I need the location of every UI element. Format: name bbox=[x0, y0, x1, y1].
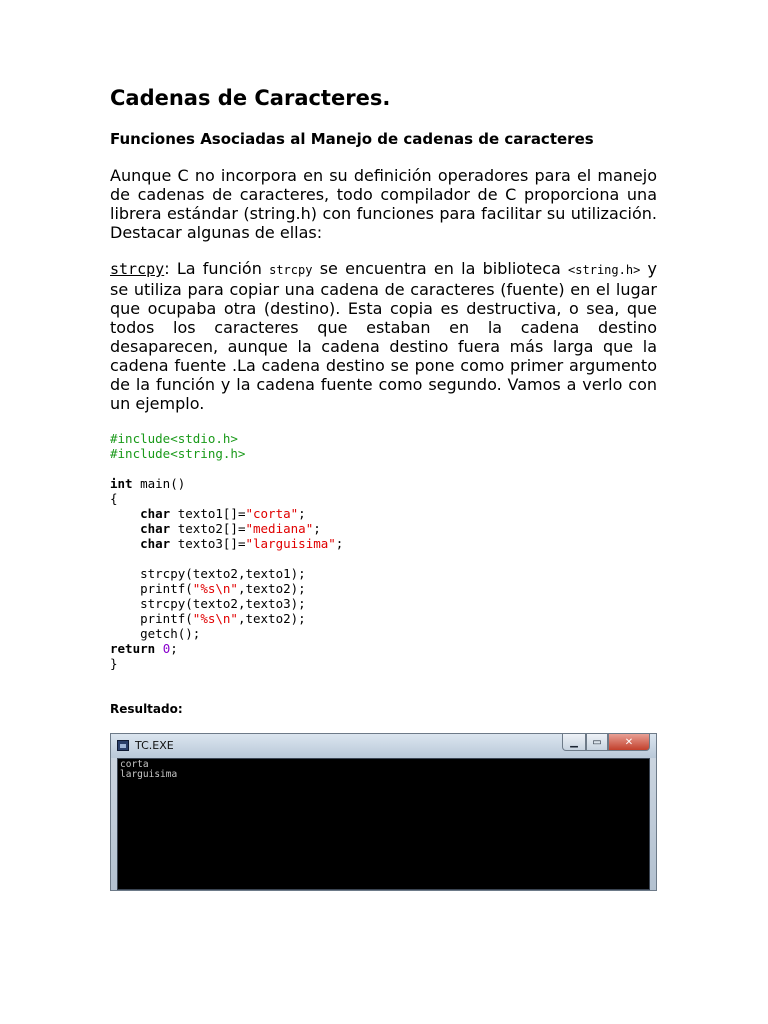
code-string-mediana: "mediana" bbox=[245, 521, 314, 536]
code-open-brace: { bbox=[110, 491, 118, 506]
console-app-icon bbox=[117, 740, 129, 751]
result-label: Resultado: bbox=[110, 702, 183, 716]
code-keyword-char-3: char bbox=[140, 536, 171, 551]
code-main-signature: main() bbox=[132, 476, 186, 491]
code-strcpy-call-2: strcpy(texto2,texto3); bbox=[140, 596, 306, 611]
code-include-stdio: #include<stdio.h> bbox=[110, 431, 238, 446]
code-format-string-1: "%s\n" bbox=[192, 581, 238, 596]
code-string-corta: "corta" bbox=[245, 506, 299, 521]
window-controls bbox=[562, 734, 650, 751]
code-getch-call: getch(); bbox=[140, 626, 201, 641]
minimize-icon: ▁ bbox=[562, 734, 586, 751]
console-output bbox=[118, 759, 649, 781]
code-printf-1-b: ,texto2); bbox=[237, 581, 306, 596]
code-number-zero: 0 bbox=[162, 641, 171, 656]
code-semicolon-3: ; bbox=[335, 536, 344, 551]
code-keyword-return: return bbox=[110, 641, 156, 656]
code-string-larguisima: "larguisima" bbox=[245, 536, 336, 551]
strcpy-paragraph bbox=[110, 259, 657, 413]
console-output-area bbox=[117, 758, 650, 890]
strcpy-term: strcpy bbox=[110, 260, 165, 278]
strcpy-text-2: se encuentra en la biblioteca bbox=[312, 259, 569, 278]
intro-paragraph: Aunque C no incorpora en su definición operadores para el manejo de cadenas de caracteres, todo compilador de C proporciona una librera estándar (string.h) con funciones para facilitar su utilización. Destacar algunas de ellas: bbox=[110, 166, 657, 242]
code-printf-2-b: ,texto2); bbox=[237, 611, 306, 626]
document-page bbox=[110, 84, 657, 891]
code-semicolon-2: ; bbox=[313, 521, 321, 536]
code-semicolon-1: ; bbox=[298, 506, 306, 521]
strcpy-colon: : bbox=[164, 259, 170, 278]
code-printf-2-a: printf( bbox=[140, 611, 193, 626]
console-title: TC.EXE bbox=[135, 739, 174, 752]
code-keyword-char-2: char bbox=[140, 521, 171, 536]
console-output-line-2: larguisima bbox=[120, 769, 178, 780]
code-listing bbox=[110, 431, 657, 671]
section-heading: Funciones Asociadas al Manejo de cadenas de caracteres bbox=[110, 130, 594, 148]
string-h-inline-code: <string.h> bbox=[568, 263, 641, 277]
code-keyword-int: int bbox=[110, 476, 133, 491]
code-strcpy-call-1: strcpy(texto2,texto1); bbox=[140, 566, 306, 581]
code-close-brace: } bbox=[110, 656, 118, 671]
maximize-icon: ▭ bbox=[586, 734, 608, 751]
code-printf-1-a: printf( bbox=[140, 581, 193, 596]
code-keyword-char-1: char bbox=[140, 506, 171, 521]
console-window-screenshot bbox=[110, 733, 657, 891]
code-decl-texto2: texto2[]= bbox=[170, 521, 246, 536]
strcpy-inline-code: strcpy bbox=[269, 263, 313, 277]
code-format-string-2: "%s\n" bbox=[192, 611, 238, 626]
console-output-line-1: corta bbox=[120, 759, 149, 770]
code-decl-texto3: texto3[]= bbox=[170, 536, 246, 551]
code-decl-texto1: texto1[]= bbox=[170, 506, 246, 521]
strcpy-text-3: y se utiliza para copiar una cadena de caracteres (fuente) en el lugar que ocupaba otra (destino). Esta copia es destructiva, o sea, que todos los caracteres que estaban en la cadena destino desaparecen, aunque la cadena destino fuera más larga que la cadena fuente .La cadena destino se pone como primer argumento de la función y la cadena fuente como segundo. Vamos a verlo con un ejemplo. bbox=[110, 259, 658, 413]
code-include-string: #include<string.h> bbox=[110, 446, 246, 461]
strcpy-text-1: La función bbox=[169, 259, 270, 278]
close-icon: ✕ bbox=[608, 734, 650, 751]
code-semicolon-return: ; bbox=[170, 641, 178, 656]
console-titlebar bbox=[111, 734, 656, 758]
page-title: Cadenas de Caracteres. bbox=[110, 86, 391, 110]
